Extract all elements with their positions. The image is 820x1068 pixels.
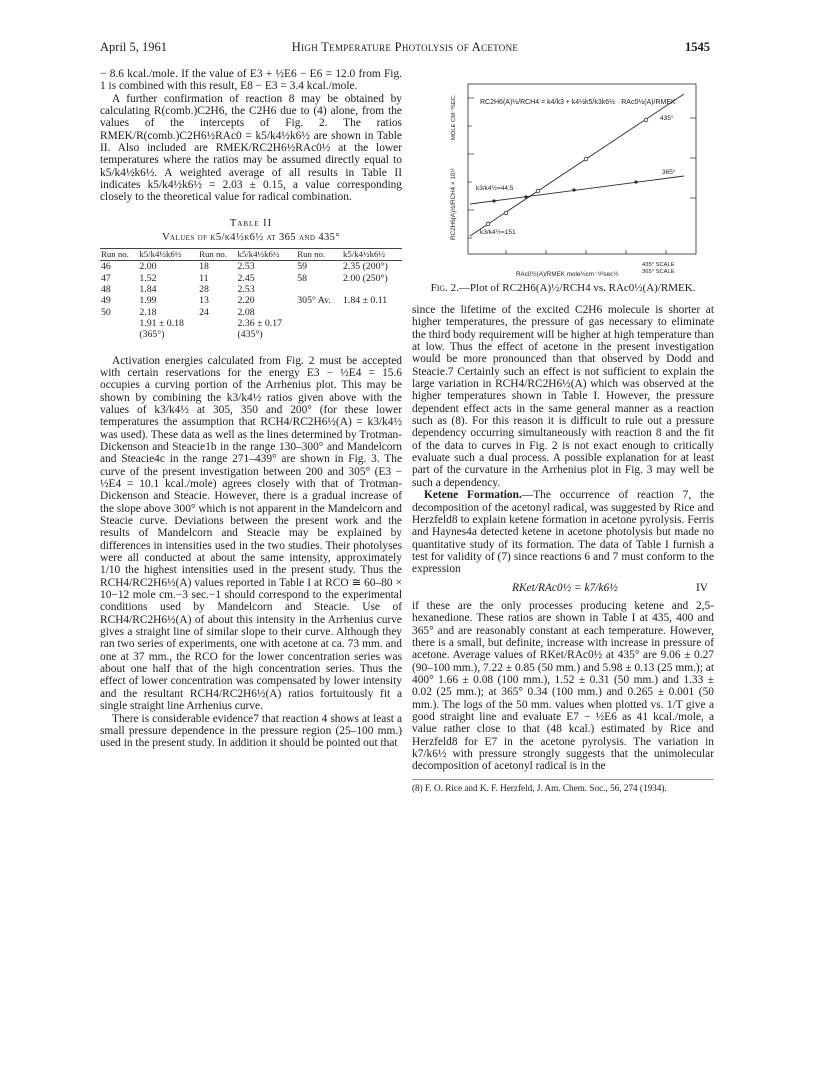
- table-cell: 305° Av.: [297, 295, 331, 307]
- paragraph: if these are the only processes producing ketene and 2,5-hexanedione. These ratios are shown in Table I at 435, 400 and 365° and are reasonably constant at each temperature. However, there is a small, but definite, increase with increase in pressure of acetone. Average values of RKet/RAc0½ at 435° are 9.06 ± 0.27 (90–100 mm.), 7.22 ± 0.85 (50 mm.) and 5.98 ± 0.13 (25 mm.); at 400° 1.66 ± 0.08 (100 mm.), 1.52 ± 0.31 (50 mm.) and 1.33 ± 0.02 (25 mm.); at 365° 0.34 (100 mm.) and 0.265 ± 0.001 (50 mm.). The logs of the 50 mm. values when plotted vs. 1/T give a good straight line and evaluate E7 − ½E6 as 41 kcal./mole, a value rather close to that (48 kcal.) estimated by Rice and Herzfeld8 for E7 in the acetone pyrolysis. The variation in k7/k6½ with pressure strongly suggests that the unimolecular decomposition of acetonyl radical is in the: [412, 599, 714, 773]
- table-title: Table II: [229, 217, 273, 229]
- line-435: [470, 94, 684, 236]
- table-cell: 2.00: [139, 261, 157, 273]
- figure-caption: [412, 282, 714, 295]
- table-cell: 1.84 ± 0.11: [342, 295, 388, 307]
- label-435: 435°: [660, 115, 674, 122]
- table-cell: 2.53: [237, 284, 255, 296]
- x-axis-label: RAc0½(A)/RMEK mole½cm⁻³/²sec½: [516, 271, 619, 278]
- table-cell: [296, 318, 342, 329]
- table-row: [100, 273, 402, 284]
- data-table: [100, 248, 402, 340]
- table-cell: 24: [199, 306, 209, 318]
- header-page-number: 1545: [685, 40, 710, 54]
- table-cell: [342, 318, 402, 329]
- header-running-title: High Temperature Photolysis of Acetone: [291, 40, 519, 54]
- table-cell: 2.36 ± 0.17: [237, 317, 283, 329]
- footnote: (8) F. O. Rice and K. F. Herzfeld, J. Am. Chem. Soc., 56, 274 (1934).: [412, 779, 714, 794]
- table-cell: 13: [199, 295, 209, 307]
- paragraph: There is considerable evidence7 that reaction 4 shows at least a small pressure dependence in the pressure region (25–100 mm.) used in the present study. In addition it should be pointed out that: [100, 712, 402, 750]
- paragraph: [412, 489, 714, 575]
- paragraph: − 8.6 kcal./mole. If the value of E3 + ½E6 − E6 = 12.0 from Fig. 1 is combined with this result, E8 − E3 = 3.4 kcal./mole.: [100, 68, 402, 93]
- table-row: [100, 307, 402, 318]
- table-row: [100, 261, 402, 273]
- equation-number: IV: [695, 581, 708, 594]
- scale-435-label: 435° SCALE: [642, 262, 675, 268]
- table-cell: (435°): [237, 329, 263, 341]
- table-cell: [198, 329, 236, 340]
- y-axis-unit: MOLE CM⁻³SEC.: [451, 94, 457, 140]
- column-header: Run no.: [296, 249, 342, 261]
- table-cell: 11: [199, 272, 209, 284]
- scale-365-label: 365° SCALE: [642, 269, 675, 275]
- table-cell: 46: [101, 261, 111, 273]
- y-axis-label: RC2H6(A)½/RCH4 × 10¹²: [450, 168, 457, 240]
- table-cell: 48: [101, 284, 111, 296]
- table-cell: 1.91 ± 0.18: [139, 317, 184, 329]
- figure-equation: RC2H6(A)½/RCH4 = k4/k3 + k4½k5/k3k6½ · RAc0½(A)/RMEK: [480, 99, 676, 106]
- section-heading: Ketene Formation.: [424, 489, 522, 502]
- column-header: Run no.: [100, 249, 138, 261]
- table-caption: Values of k5/k4½k6½ at 365 and 435°: [162, 232, 340, 244]
- table-cell: [342, 307, 402, 318]
- annotation-slope-b: k3/k4½=151: [480, 229, 516, 236]
- table-cell: [198, 318, 236, 329]
- table-cell: 58: [297, 272, 308, 284]
- table-cell: 59: [297, 261, 308, 273]
- table-row: [100, 329, 402, 340]
- table-cell: 2.20: [237, 295, 255, 307]
- page-header: [100, 40, 710, 58]
- paragraph-text: —The occurrence of reaction 7, the decomposition of the acetonyl radical, was suggested by Rice and Herzfeld8 to explain ketene formation in acetone pyrolysis. Ferris and Haynes4a detected ketene in acetone photolysis but made no quantitative study of its formation. The data of Table I furnish a test for validity of (7) since reactions 6 and 7 must conform to the expression: [412, 489, 714, 576]
- equation-expression: RKet/RAc0½ = k7/k6½: [512, 581, 618, 594]
- right-column: [412, 304, 714, 794]
- table-cell: [296, 307, 342, 318]
- figure-2: [446, 78, 706, 278]
- annotation-slope-a: k3/k4½=44.5: [476, 185, 514, 192]
- column-header: k5/k4½k6½: [138, 249, 198, 261]
- table-cell: 2.00 (250°): [342, 272, 388, 284]
- paragraph: A further confirmation of reaction 8 may be obtained by calculating R(comb.)C2H6, the C2H6 due to (4) alone, from the values of the intercepts of Fig. 2. The ratios RMEK/R(comb.)C2H6½RAc0 = k5/k4½k6½ are shown in Table II. Also included are RMEK/RC2H6½RAc0½ at the lower temperatures where the ratios may be assumed directly equal to k5/k4½k6½. A weighted average of all results in Table II indicates k5/k4½k6½ = 2.03 ± 0.15, a value corresponding closely to the theoretical value for radical combination.: [100, 92, 402, 204]
- table-body: [100, 261, 402, 341]
- table-cell: 28: [199, 284, 209, 296]
- header-date: April 5, 1961: [100, 40, 168, 54]
- column-header: k5/k4½k6½: [342, 249, 402, 261]
- table-cell: [342, 284, 402, 295]
- table-cell: 2.53: [237, 261, 255, 273]
- figure-2-plot: [446, 78, 706, 278]
- table-cell: [296, 284, 342, 295]
- table-cell: [342, 329, 402, 340]
- table-row: [100, 318, 402, 329]
- left-column: [100, 68, 402, 750]
- figure-caption-label: Fig. 2.: [430, 282, 459, 294]
- table-row: [100, 295, 402, 306]
- paragraph: Activation energies calculated from Fig. 2 must be accepted with certain reservations for the energy E3 − ½E4 = 15.6 occupies a curving portion of the Arrhenius plot. This may be shown by combining the k3/k4½ ratios given above with the values of k3/k4½ at 305, 350 and 200° (for these lower temperatures the assumption that RCH4/RC2H6½(A) = k3/k4½ was used). These data as well as the lines determined by Trotman-Dickenson and Steacie1b in the range 130–300° and Mandelcorn and Steacie4c in the range 271–439° are shown in Fig. 3. The curve of the present investigation between 200 and 305° (E3 − ½E4 = 10.1 kcal./mole) agrees closely with that of Trotman-Dickenson and Steacie. However, there is a gradual increase of the slope above 300° which is not apparent in the Mandelcorn and Steacie curve. Deviations between the present work and the results of Mandelcorn and Steacie may be explained by differences in intensities used in the two studies. Their photolyses were all conducted at about the same intensity, approximately 1/10 the highest intensities used in the present study. Thus the RCH4/RC2H6½(A) values reported in Table I at RCO ≅ 60–80 × 10−12 mole cm.−3 sec.−1 should correspond to the experimental conditions used by Mandelcorn and Steacie. Use of RCH4/RC2H6½(A) of about this intensity in the Arrhenius curve gives a straight line of similar slope to their curve. Although they ran two series of experiments, one with acetone at ca. 73 mm. and one at 37 mm., the RCO for the lower concentration series was about one half that of the high concentration series. Thus the effect of lower concentration was compensated by lower intensity and the resultant RCH4/RC2H6½(A) ratios fortuitously fit a single straight line Arrhenius curve.: [100, 354, 402, 713]
- table-cell: 47: [101, 272, 111, 284]
- table-cell: 1.52: [139, 272, 157, 284]
- table-cell: 1.99: [139, 295, 157, 307]
- table-cell: 2.08: [237, 306, 255, 318]
- table-cell: [100, 318, 138, 329]
- table-header-row: [100, 249, 402, 261]
- table-cell: 2.35 (200°): [342, 261, 388, 273]
- column-header: k5/k4½k6½: [236, 249, 296, 261]
- figure-caption-text: —Plot of RC2H6(A)½/RCH4 vs. RAc0½(A)/RMEK.: [458, 282, 696, 294]
- table-cell: 2.45: [237, 272, 255, 284]
- paragraph: since the lifetime of the excited C2H6 molecule is shorter at higher temperatures, the pressure of gas necessary to eliminate the third body requirement will be higher at high temperature than at low. Thus the effect of acetone in the present investigation would be more pronounced than that observed by Dodd and Steacie.7 Certainly such an effect is not sufficient to explain the large variation in RCH4/RC2H6½(A) which was observed at the higher temperatures shown in Table I. However, the pressure dependent effect acts in the same general manner as a reaction such as (8). For this reason it is difficult to rule out a pressure dependency occurring simultaneously with reaction 8 and the fit of the data to curves in Fig. 2 is not exact enough to critically evaluate such a dual process. A possible explanation for at least part of the curvature in the Arrhenius plot in Fig. 3 may well be such a dependency.: [412, 304, 714, 489]
- table-row: [100, 284, 402, 295]
- table-cell: 2.18: [139, 306, 157, 318]
- table-cell: 50: [101, 306, 111, 318]
- column-header: Run no.: [198, 249, 236, 261]
- table-cell: 49: [101, 295, 111, 307]
- table-cell: 18: [199, 261, 209, 273]
- label-365: 365°: [662, 169, 676, 176]
- table-cell: [100, 329, 138, 340]
- table-cell: [296, 329, 342, 340]
- equation-iv: [412, 576, 714, 600]
- table-cell: (365°): [139, 329, 165, 341]
- x-ticks: [506, 250, 666, 254]
- table-cell: 1.84: [139, 284, 157, 296]
